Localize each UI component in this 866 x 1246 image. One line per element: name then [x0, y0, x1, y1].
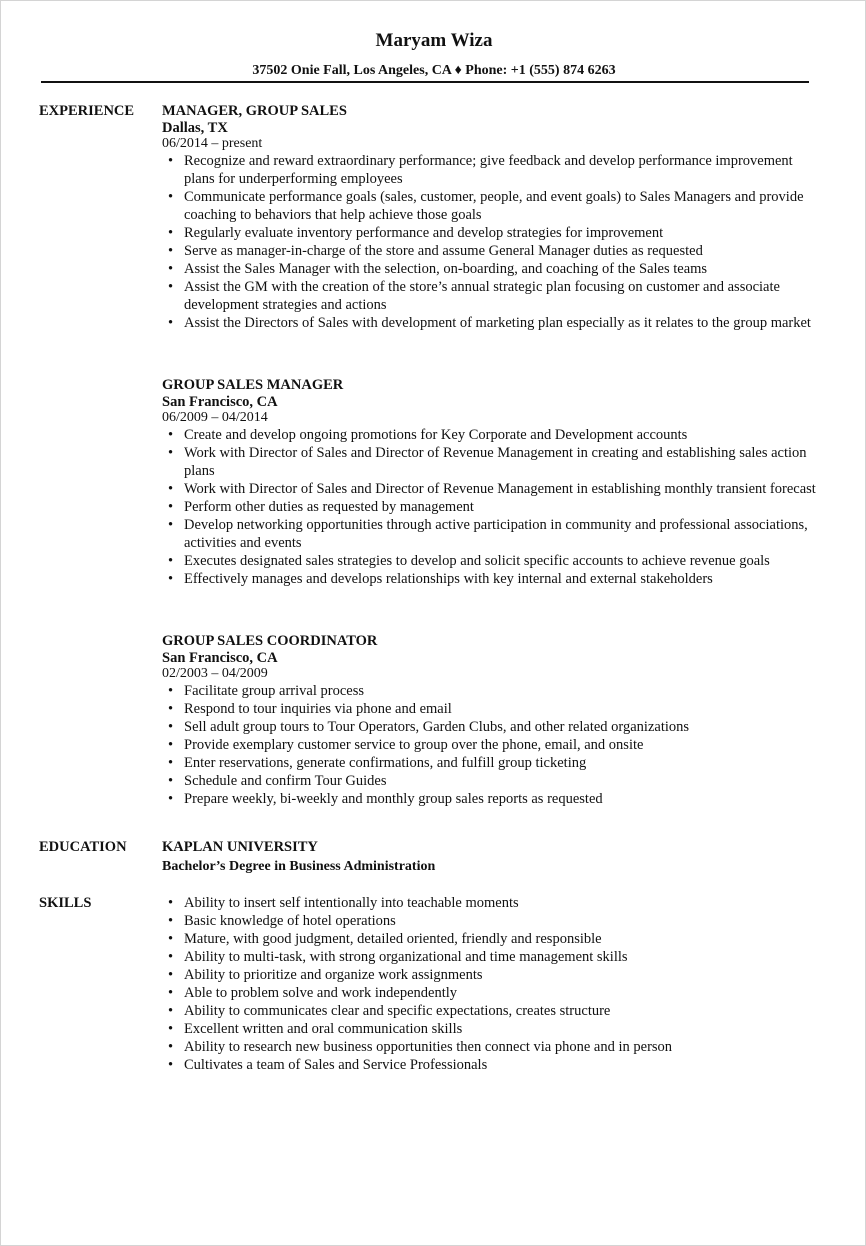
list-item: • Prepare weekly, bi-weekly and monthly group sales reports as requested: [162, 790, 824, 808]
section-label-experience: EXPERIENCE: [39, 103, 135, 119]
list-item: • Provide exemplary customer service to group over the phone, email, and onsite: [162, 736, 824, 754]
job-title: MANAGER, GROUP SALES: [162, 103, 347, 119]
education-school: KAPLAN UNIVERSITY: [162, 839, 318, 855]
job-location: Dallas, TX: [162, 120, 228, 136]
list-item: • Assist the GM with the creation of the store’s annual strategic plan focusing on customer and associate development strategies and actions: [162, 278, 824, 314]
list-item: • Basic knowledge of hotel operations: [162, 912, 824, 930]
list-item: • Executes designated sales strategies to develop and solicit specific accounts to achieve revenue goals: [162, 552, 824, 570]
skills-entry: [162, 894, 822, 1074]
job-entry: [162, 376, 822, 588]
job-title: GROUP SALES COORDINATOR: [162, 633, 378, 649]
job-entry: [162, 632, 822, 808]
list-item: • Assist the Sales Manager with the selection, on-boarding, and coaching of the Sales teams: [162, 260, 824, 278]
job-title: GROUP SALES MANAGER: [162, 377, 344, 393]
list-item: • Work with Director of Sales and Director of Revenue Management in creating and establishing sales action plans: [162, 444, 824, 480]
section-label-education: EDUCATION: [39, 839, 127, 855]
job-entry: [162, 102, 822, 332]
job-location: San Francisco, CA: [162, 650, 278, 666]
list-item: • Perform other duties as requested by management: [162, 498, 824, 516]
job-location: San Francisco, CA: [162, 394, 278, 410]
list-item: • Cultivates a team of Sales and Service Professionals: [162, 1056, 824, 1074]
list-item: • Create and develop ongoing promotions for Key Corporate and Development accounts: [162, 426, 824, 444]
list-item: • Able to problem solve and work independently: [162, 984, 824, 1002]
list-item: • Respond to tour inquiries via phone and email: [162, 700, 824, 718]
list-item: • Schedule and confirm Tour Guides: [162, 772, 824, 790]
section-label-skills: SKILLS: [39, 895, 92, 911]
list-item: • Ability to multi-task, with strong organizational and time management skills: [162, 948, 824, 966]
list-item: • Ability to research new business opportunities then connect via phone and in person: [162, 1038, 824, 1056]
job-bullet-list: [162, 152, 822, 332]
job-dates: 06/2014 – present: [162, 136, 263, 151]
list-item: • Ability to prioritize and organize work assignments: [162, 966, 824, 984]
list-item: • Mature, with good judgment, detailed oriented, friendly and responsible: [162, 930, 824, 948]
job-dates: 02/2003 – 04/2009: [162, 666, 268, 681]
education-entry: [162, 838, 822, 878]
list-item: • Regularly evaluate inventory performance and develop strategies for improvement: [162, 224, 824, 242]
list-item: • Develop networking opportunities through active participation in community and professional associations, activities and events: [162, 516, 824, 552]
list-item: • Sell adult group tours to Tour Operators, Garden Clubs, and other related organizations: [162, 718, 824, 736]
list-item: • Serve as manager-in-charge of the store and assume General Manager duties as requested: [162, 242, 824, 260]
header-divider: [41, 81, 809, 83]
list-item: • Work with Director of Sales and Director of Revenue Management in establishing monthly transient forecast: [162, 480, 824, 498]
list-item: • Communicate performance goals (sales, customer, people, and event goals) to Sales Managers and provide coaching to behaviors that help achieve those goals: [162, 188, 824, 224]
list-item: • Excellent written and oral communication skills: [162, 1020, 824, 1038]
education-degree: Bachelor’s Degree in Business Administration: [162, 859, 436, 874]
list-item: • Enter reservations, generate confirmations, and fulfill group ticketing: [162, 754, 824, 772]
list-item: • Ability to communicates clear and specific expectations, creates structure: [162, 1002, 824, 1020]
list-item: • Assist the Directors of Sales with development of marketing plan especially as it relates to the group market: [162, 314, 824, 332]
list-item: • Facilitate group arrival process: [162, 682, 824, 700]
contact-line: 37502 Onie Fall, Los Angeles, CA ♦ Phone: +1 (555) 874 6263: [252, 63, 616, 78]
job-bullet-list: [162, 682, 822, 808]
list-item: • Ability to insert self intentionally into teachable moments: [162, 894, 824, 912]
candidate-name: Maryam Wiza: [375, 30, 493, 51]
job-bullet-list: [162, 426, 822, 588]
skills-list: [162, 894, 822, 1074]
job-dates: 06/2009 – 04/2014: [162, 410, 268, 425]
list-item: • Effectively manages and develops relationships with key internal and external stakeholders: [162, 570, 824, 588]
list-item: • Recognize and reward extraordinary performance; give feedback and develop performance improvement plans for underperforming employees: [162, 152, 824, 188]
